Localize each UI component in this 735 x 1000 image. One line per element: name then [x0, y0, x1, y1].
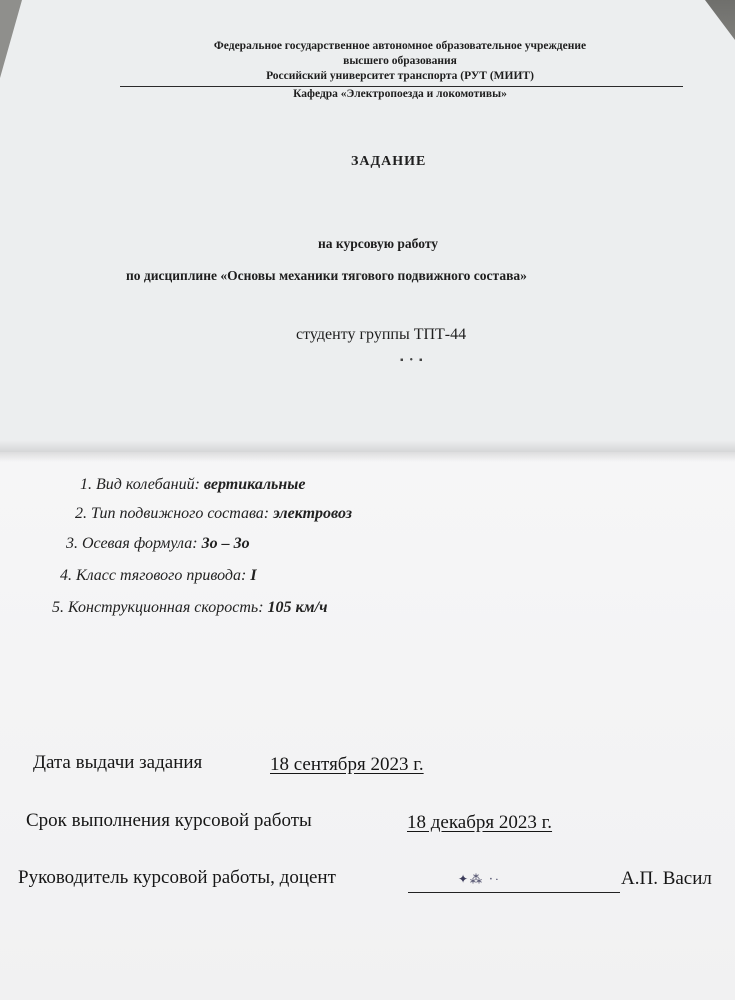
- subtitle-coursework: на курсовую работу: [318, 236, 439, 251]
- item-2-label: 2. Тип подвижного состава:: [75, 505, 270, 522]
- item-3: [66, 535, 250, 553]
- signature-line: [408, 892, 620, 893]
- subtitle-discipline: по дисциплине «Основы механики тягового подвижного состава»: [126, 268, 527, 283]
- paper-fold: [0, 440, 735, 462]
- issue-date-value: 18 сентября 2023 г.: [270, 754, 424, 775]
- supervisor-label: Руководитель курсовой работы, доцент: [18, 867, 336, 888]
- header-line-3: Российский университет транспорта (РУТ (МИИТ): [266, 70, 534, 82]
- deadline-label: Срок выполнения курсовой работы: [26, 810, 312, 831]
- item-5: [52, 599, 327, 617]
- item-2: [75, 505, 352, 523]
- header-line-1: Федеральное государственное автономное образовательное учреждение: [213, 40, 587, 52]
- document-title: ЗАДАНИЕ: [351, 154, 427, 169]
- item-4-label: 4. Класс тягового привода:: [60, 567, 247, 584]
- issue-date-label: Дата выдачи задания: [33, 752, 203, 773]
- item-3-value: 3о – 3о: [201, 535, 250, 552]
- item-5-value: 105 км/ч: [267, 599, 328, 616]
- item-3-label: 3. Осевая формула:: [66, 535, 198, 552]
- signature-mark: ✦⁂ ‧·: [458, 872, 501, 886]
- item-5-label: 5. Конструкционная скорость:: [52, 599, 264, 616]
- deadline-value: 18 декабря 2023 г.: [407, 812, 553, 833]
- student-group: студенту группы ТПТ-44: [296, 326, 467, 343]
- item-1: [80, 476, 305, 494]
- item-4: [60, 567, 257, 585]
- item-1-label: 1. Вид колебаний:: [80, 476, 200, 493]
- item-1-value: вертикальные: [203, 476, 306, 493]
- paper-upper-half: [0, 0, 735, 452]
- supervisor-name: А.П. Васил: [621, 868, 712, 889]
- header-department: Кафедра «Электропоезда и локомотивы»: [293, 88, 507, 100]
- redacted-mark: ▪•▪: [400, 355, 429, 366]
- item-2-value: электровоз: [273, 505, 352, 522]
- item-4-value: I: [250, 567, 257, 584]
- header-line-2: высшего образования: [343, 55, 457, 67]
